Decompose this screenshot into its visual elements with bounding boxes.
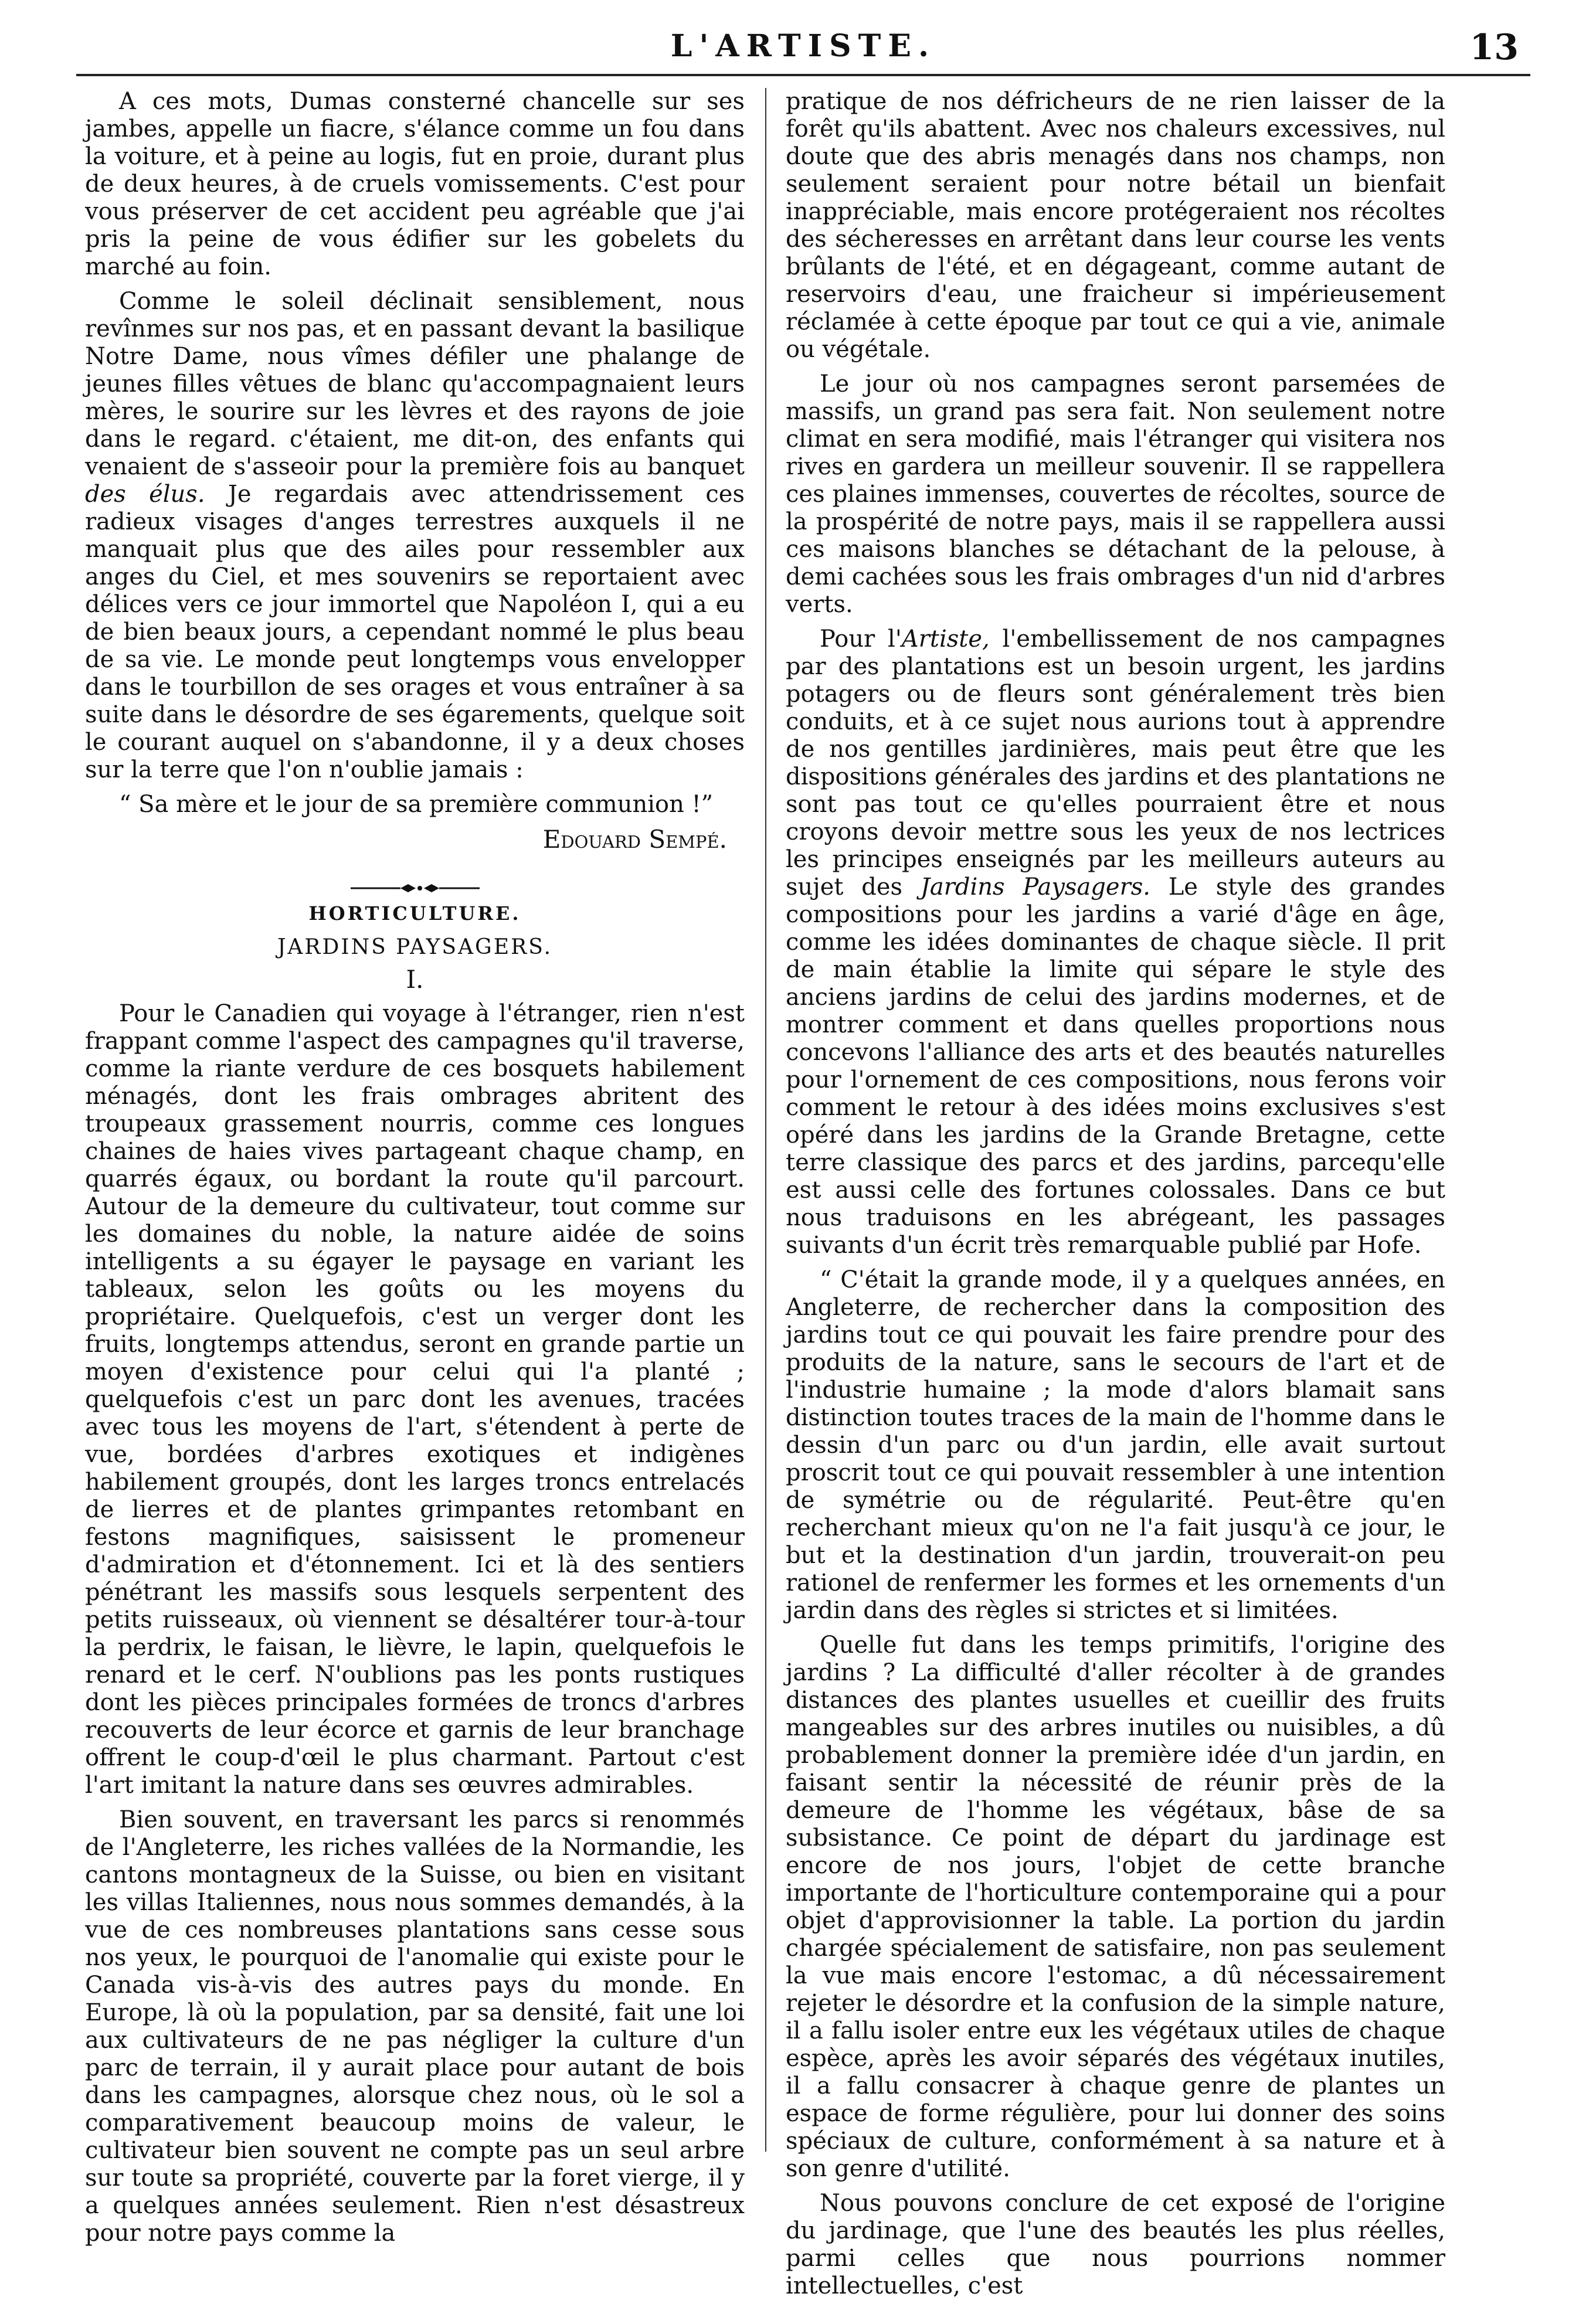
closing-quote: “ Sa mère et le jour de sa première communion !” xyxy=(119,791,714,818)
paragraph: pratique de nos défricheurs de ne rien laisser de la forêt qu'ils abattent. Avec nos chaleurs excessives, nul doute que des abris menagés dans nos champs, non seulement seraient pour notre bétail un bienfait inappréciable, mais encore protégeraient nos récoltes des sécheresses en arrêtant dans leur course les vents brûlants de l'été, et en dégageant, comme autant de reservoirs d'eau, une fraicheur si impérieusement réclamée à cette époque par tout ce qui a vie, animale ou végétale. xyxy=(786,88,1445,363)
ornament-divider-icon xyxy=(345,881,485,895)
section-number: I. xyxy=(406,965,424,994)
page-number: 13 xyxy=(1469,27,1519,68)
header-rule xyxy=(76,74,1530,76)
paragraph: Bien souvent, en traversant les parcs si renommés de l'Angleterre, les riches vallées de la Normandie, les cantons montagneux de la Suisse, ou bien en visitant les villas Italiennes, nous nous sommes demandés, à la vue de ces nombreuses plantations sans cesse sous nos yeux, le pourquoi de l'anomalie qui existe pour le Canada vis-à-vis des autres pays du monde. En Europe, là où la population, par sa densité, fait une loi aux cultivateurs de ne pas négliger la culture d'un parc de terrain, il y aurait place pour autant de bois dans les campagnes, alorsque chez nous, où le sol a comparativement beaucoup moins de valeur, le cultivateur bien souvent ne compte pas un seul arbre sur toute sa propriété, couverte par la foret vierge, il y a quelques années seulement. Rien n'est désastreux pour notre pays comme la xyxy=(85,1806,745,2247)
author-signature: Edouard Sempé. xyxy=(542,825,727,854)
section-title: HORTICULTURE. xyxy=(308,902,521,925)
text-run: l'embellissement de nos campagnes par des plantations est un besoin urgent, les jardins potagers ou de fleurs sont généralement très bien conduits, et à ce sujet nous aurions tout à apprendre de nos gentilles jardinières, mais peut être que les dispositions générales des jardins et des plantations ne sont pas tout ce qu'elles pourraient être et nous croyons devoir mettre sous les yeux de nos lectrices les principes enseignés par les meilleurs auteurs au sujet des xyxy=(786,626,1446,901)
section-subtitle: JARDINS PAYSAGERS. xyxy=(277,935,553,959)
paragraph xyxy=(786,626,1445,1259)
journal-title: L'ARTISTE. xyxy=(670,28,936,64)
paragraph: “ C'était la grande mode, il y a quelques années, en Angleterre, de rechercher dans la composition des jardins tout ce qui pouvait les faire prendre pour des produits de la nature, sans le secours de l'art et de l'industrie humaine ; la mode d'alors blamait sans distinction toutes traces de la main de l'homme dans le dessin d'un parc ou d'un jardin, elle avait surtout proscrit tout ce qui pouvait ressembler à une intention de symétrie ou de régularité. Peut-être qu'en recherchant mieux qu'on ne l'a fait jusqu'à ce jour, le but et la destination d'un jardin, trouverait-on peu rationel de renfermer les formes et les ornements d'un jardin dans des règles si strictes et si limitées. xyxy=(786,1266,1445,1624)
paragraph xyxy=(85,288,745,784)
page-header xyxy=(76,23,1530,68)
paragraph: Pour le Canadien qui voyage à l'étranger, rien n'est frappant comme l'aspect des campagnes qu'il traverse, comme la riante verdure de ces bosquets habilement ménagés, dont les frais ombrages abritent des troupeaux grassement nourris, comme ces longues chaines de haies vives partageant chaque champ, en quarrés égaux, ou bordant la route qu'il parcourt. Autour de la demeure du cultivateur, tout comme sur les domaines du noble, la nature aidée de soins intelligents a su égayer le paysage en variant les tableaux, selon les goûts ou les moyens du propriétaire. Quelquefois, c'est un verger dont les fruits, longtemps attendus, seront en grande partie un moyen d'existence pour celui qui l'a planté ; quelquefois c'est un parc dont les avenues, tracées avec tous les moyens de l'art, s'étendent à perte de vue, bordées d'arbres exotiques et indigènes habilement groupés, dont les larges troncs entrelacés de lierres et de plantes grimpantes retombant en festons magnifiques, saisissent le promeneur d'admiration et d'étonnement. Ici et là des sentiers pénétrant les massifs sous lesquels serpentent des petits ruisseaux, où viennent se désaltérer tour-à-tour la perdrix, le faisan, le lièvre, le lapin, quelquefois le renard et le cerf. N'oublions pas les ponts rustiques dont les pièces principales formées de troncs d'arbres recouverts de leur écorce et garnis de leur branchage offrent le coup-d'œil le plus charmant. Partout c'est l'art imitant la nature dans ses œuvres admirables. xyxy=(85,1000,745,1799)
paragraph: Nous pouvons conclure de cet exposé de l'origine du jardinage, que l'une des beautés les plus réelles, parmi celles que nous pourrions nommer intellectuelles, c'est xyxy=(786,2190,1445,2299)
paragraph: Quelle fut dans les temps primitifs, l'origine des jardins ? La difficulté d'aller récolter à de grandes distances des plantes usuelles et cueillir des fruits mangeables sur des arbres inutiles ou nuisibles, a dû probablement donner la première idée d'un jardin, en faisant sentir la nécessité de réunir près de la demeure de l'homme les végétaux, bâse de sa subsistance. Ce point de départ du jardinage est encore de nos jours, l'objet de cette branche importante de l'horticulture contemporaine qui a pour objet d'approvisionner la table. La portion du jardin chargée spécialement de satisfaire, non pas seulement la vue mais encore l'estomac, a dû nécessairement rejeter le désordre et la confusion de la simple nature, il a fallu isoler entre eux les végétaux utiles de chaque espèce, après les avoir séparés des végétaux inutiles, il a fallu consacrer à chaque genre de plantes un espace de forme régulière, pour lui donner des soins spéciaux de culture, conformément à sa nature et à son genre d'utilité. xyxy=(786,1632,1445,2182)
text-run: Le style des grandes compositions pour les jardins a varié d'âge en âge, comme les idées dominantes de chaque siècle. Il prit de main établie la limite qui sépare le style des anciens jardins de celui des jardins modernes, et de montrer comment et dans quelles proportions nous concevons l'alliance des arts et des beautés naturelles pour l'ornement de ces compositions, nous ferons voir comment le retour à des idées moins exclusives s'est opéré dans les jardins de la Grande Bretagne, cette terre classique des parcs et des jardins, parcequ'elle est aussi celle des fortunes colossales. Dans ce but nous traduisons en les abrégeant, les passages suivants d'un écrit très remarquable publié par Hofe. xyxy=(786,874,1446,1259)
text-run: Comme le soleil déclinait sensiblement, nous revînmes sur nos pas, et en passant devant la basilique Notre Dame, nous vîmes défiler une phalange de jeunes filles vêtues de blanc qu'accompagnaient leurs mères, le sourire sur les lèvres et des rayons de joie dans le regard. c'étaient, me dit-on, des enfants qui venaient de s'asseoir pour la première fois au banquet xyxy=(85,288,745,480)
left-column xyxy=(85,88,745,2254)
emphasis-text: Artiste, xyxy=(901,626,990,653)
emphasis-text: des élus. xyxy=(85,481,205,508)
emphasis-text: Jardins Paysagers. xyxy=(920,874,1150,901)
column-rule xyxy=(765,88,766,2152)
paragraph: A ces mots, Dumas consterné chancelle sur ses jambes, appelle un fiacre, s'élance comme un fou dans la voiture, et à peine au logis, fut en proie, durant plus de deux heures, à de cruels vomissements. C'est pour vous préserver de cet accident peu agréable que j'ai pris la peine de vous édifier sur les gobelets du marché au foin. xyxy=(85,88,745,280)
paragraph: Le jour où nos campagnes seront parsemées de massifs, un grand pas sera fait. Non seulement notre climat en sera modifié, mais l'étranger qui visitera nos rives en gardera un meilleur souvenir. Il se rappellera ces plaines immenses, couvertes de récoltes, source de la prospérité de notre pays, mais il se rappellera aussi ces maisons blanches se détachant de la pelouse, à demi cachées sous les frais ombrages d'un nid d'arbres verts. xyxy=(786,371,1445,618)
text-run: Je regardais avec attendrissement ces radieux visages d'anges terrestres auxquels il ne manquait plus que des ailes pour ressembler aux anges du Ciel, et mes souvenirs se reportaient avec délices vers ce jour immortel que Napoléon I, qui a eu de bien beaux jours, a cependant nommé le plus beau de sa vie. Le monde peut longtemps vous envelopper dans le tourbillon de ses orages et vous entraîner à sa suite dans le désordre de ses égarements, quelque soit le courant auquel on s'abandonne, il y a deux choses sur la terre que l'on n'oublie jamais : xyxy=(85,481,745,783)
text-run: Pour l' xyxy=(820,626,902,653)
right-column xyxy=(786,88,1445,2307)
section-ornament xyxy=(85,874,745,892)
